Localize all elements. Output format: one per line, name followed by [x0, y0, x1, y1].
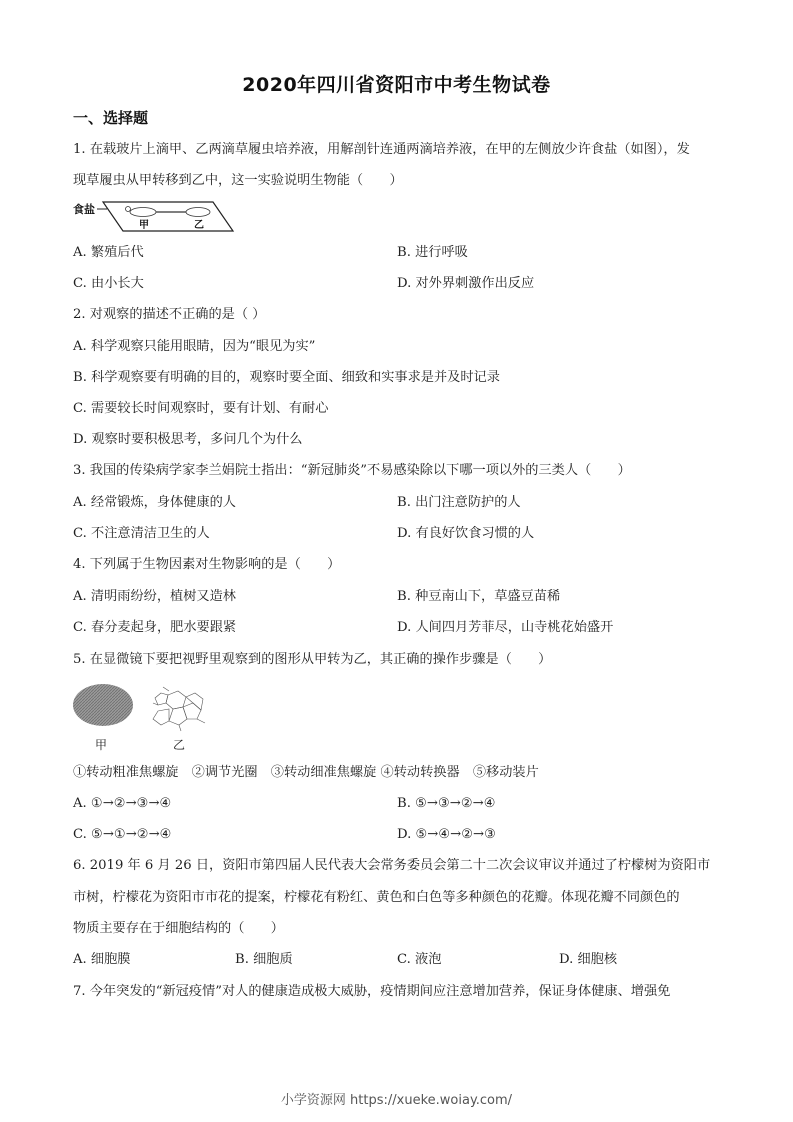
q5-stem: 5. 在显微镜下要把视野里观察到的图形从甲转为乙，其正确的操作步骤是（ ） — [73, 652, 552, 667]
jia-label: 甲 — [139, 220, 149, 231]
q6-option-b[interactable]: B. 细胞质 — [235, 952, 293, 967]
q3-stem: 3. 我国的传染病学家李兰娟院士指出：“新冠肺炎”不易感染除以下哪一项以外的三类人（ ） — [73, 463, 631, 478]
footer-watermark: 小学资源网 https://xueke.woiay.com/ — [280, 1093, 513, 1108]
q3-option-a[interactable]: A. 经常锻炼，身体健康的人 — [73, 495, 236, 510]
view-yi-cells — [153, 687, 205, 731]
q3-option-d[interactable]: D. 有良好饮食习惯的人 — [397, 526, 535, 541]
slide-diagram — [73, 199, 303, 233]
q6-option-d[interactable]: D. 细胞核 — [559, 952, 618, 967]
q2-option-d[interactable]: D. 观察时要积极思考，多问几个为什么 — [73, 432, 303, 447]
microscope-view-diagram — [73, 683, 223, 753]
q4-option-b[interactable]: B. 种豆南山下，草盛豆苗稀 — [397, 589, 561, 604]
q2-option-c[interactable]: C. 需要较长时间观察时，要有计划、有耐心 — [73, 401, 329, 416]
view-jia-blurred — [73, 684, 133, 726]
q1-option-b[interactable]: B. 进行呼吸 — [397, 245, 468, 260]
q1-stem-line1: 1. 在载玻片上滴甲、乙两滴草履虫培养液，用解剖针连通两滴培养液，在甲的左侧放少许食盐（如图），发 — [73, 142, 690, 157]
q5-option-d[interactable]: D. ⑤→④→②→③ — [397, 827, 496, 842]
q4-option-c[interactable]: C. 春分麦起身，肥水要跟紧 — [73, 620, 237, 635]
q1-option-d[interactable]: D. 对外界刺激作出反应 — [397, 276, 535, 291]
yi-label: 乙 — [173, 738, 186, 752]
q1-option-a[interactable]: A. 繁殖后代 — [73, 245, 144, 260]
q2-stem: 2. 对观察的描述不正确的是（ ） — [73, 307, 266, 322]
q3-option-b[interactable]: B. 出门注意防护的人 — [397, 495, 521, 510]
q6-stem-line1: 6. 2019 年 6 月 26 日，资阳市第四届人民代表大会常务委员会第二十二次会议审议并通过了柠檬树为资阳市 — [73, 858, 711, 873]
q1-stem-line2: 现草履虫从甲转移到乙中，这一实验说明生物能（ ） — [73, 173, 403, 188]
jia-label: 甲 — [95, 738, 108, 752]
q6-option-c[interactable]: C. 液泡 — [397, 952, 442, 967]
q4-stem: 4. 下列属于生物因素对生物影响的是（ ） — [73, 557, 341, 572]
q6-option-a[interactable]: A. 细胞膜 — [73, 952, 131, 967]
salt-label: 食盐 — [73, 203, 95, 216]
q5-option-b[interactable]: B. ⑤→③→②→④ — [397, 796, 496, 811]
q2-option-b[interactable]: B. 科学观察要有明确的目的，观察时要全面、细致和实事求是并及时记录 — [73, 370, 500, 385]
q2-option-a[interactable]: A. 科学观察只能用眼睛，因为“眼见为实” — [73, 339, 316, 354]
q5-option-c[interactable]: C. ⑤→①→②→④ — [73, 827, 172, 842]
q4-option-a[interactable]: A. 清明雨纷纷，植树又造林 — [73, 589, 236, 604]
q5-steps: ①转动粗准焦螺旋 ②调节光圈 ③转动细准焦螺旋 ④转动转换器 ⑤移动装片 — [73, 765, 539, 780]
q7-stem-line1: 7. 今年突发的“新冠疫情”对人的健康造成极大威胁，疫情期间应注意增加营养，保证身体健康、增强免 — [73, 984, 671, 999]
q6-stem-line3: 物质主要存在于细胞结构的（ ） — [73, 921, 284, 936]
q6-stem-line2: 市树，柠檬花为资阳市市花的提案，柠檬花有粉红、黄色和白色等多种颜色的花瓣。体现花瓣不同颜色的 — [73, 890, 680, 905]
q5-option-a[interactable]: A. ①→②→③→④ — [73, 796, 172, 811]
section-heading: 一、选择题 — [73, 109, 149, 127]
q4-option-d[interactable]: D. 人间四月芳菲尽，山寺桃花始盛开 — [397, 620, 614, 635]
page-title: 2020年四川省资阳市中考生物试卷 — [242, 74, 551, 96]
yi-label: 乙 — [194, 220, 204, 231]
q3-option-c[interactable]: C. 不注意清洁卫生的人 — [73, 526, 210, 541]
q1-option-c[interactable]: C. 由小长大 — [73, 276, 144, 291]
